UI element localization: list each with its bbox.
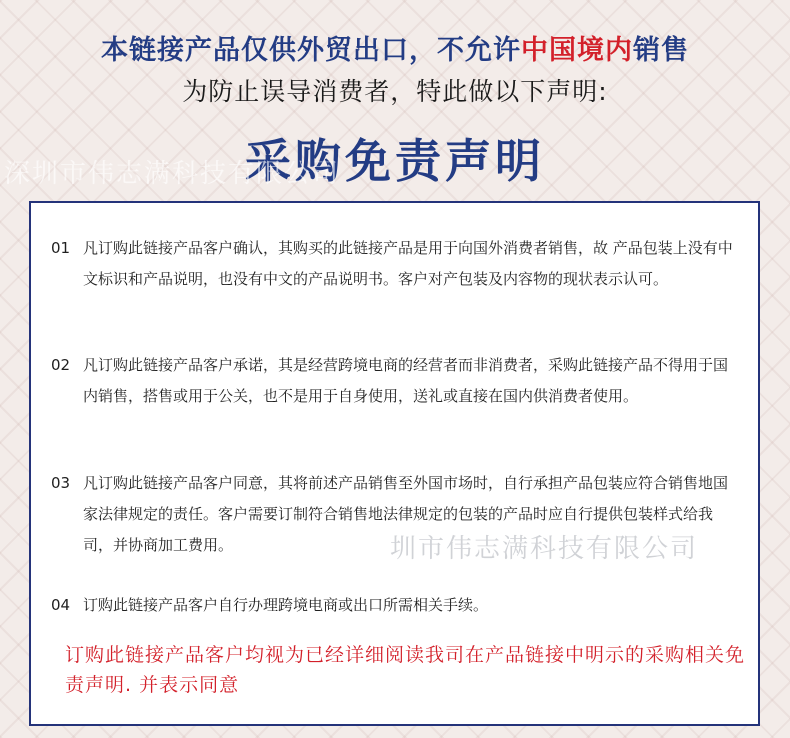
disclaimer-item-02 — [51, 350, 739, 412]
disclaimer-item-03 — [51, 468, 739, 561]
watermark-middle: 圳市伟志满科技有限公司 — [390, 534, 699, 564]
disclaimer-box — [29, 201, 760, 726]
item-number: 03 — [51, 474, 71, 492]
item-text: 凡订购此链接产品客户确认，其购买的此链接产品是用于向国外消费者销售，故 产品包装上没有中文标识和产品说明，也没有中文的产品说明书。客户对产包装及内容物的现状表示认可。 — [83, 239, 733, 288]
watermark-top: 深圳市伟志满科技有限公司 — [4, 159, 341, 189]
headline-highlight: 中国境内 — [521, 35, 633, 66]
item-number: 04 — [51, 596, 71, 614]
item-text: 凡订购此链接产品客户同意，其将前述产品销售至外国市场时，自行承担产品包装应符合销售地国家法律规定的责任。客户需要订制符合销售地法律规定的包装的产品时应自行提供包装样式给我司，并协商加工费用。 — [83, 474, 729, 554]
item-number: 02 — [51, 356, 71, 374]
headline-part-1: 本链接产品仅供外贸出口，不允许 — [101, 35, 521, 66]
headline-part-2: 销售 — [633, 35, 689, 66]
item-text: 订购此链接产品客户自行办理跨境电商或出口所需相关手续。 — [83, 596, 489, 614]
disclaimer-item-01 — [51, 233, 739, 295]
notice-subheadline: 为防止误导消费者，特此做以下声明: — [182, 77, 608, 106]
page-title: 采购免责声明 — [245, 134, 545, 188]
item-text: 凡订购此链接产品客户承诺，其是经营跨境电商的经营者而非消费者，采购此链接产品不得用于国内销售，搭售或用于公关，也不是用于自身使用，送礼或直接在国内供消费者使用。 — [83, 356, 729, 405]
consent-notice: 订购此链接产品客户均视为已经详细阅读我司在产品链接中明示的采购相关免责声明. 并表示同意 — [65, 644, 746, 696]
notice-headline — [0, 28, 790, 67]
item-number: 01 — [51, 239, 71, 257]
disclaimer-item-04 — [51, 590, 739, 621]
